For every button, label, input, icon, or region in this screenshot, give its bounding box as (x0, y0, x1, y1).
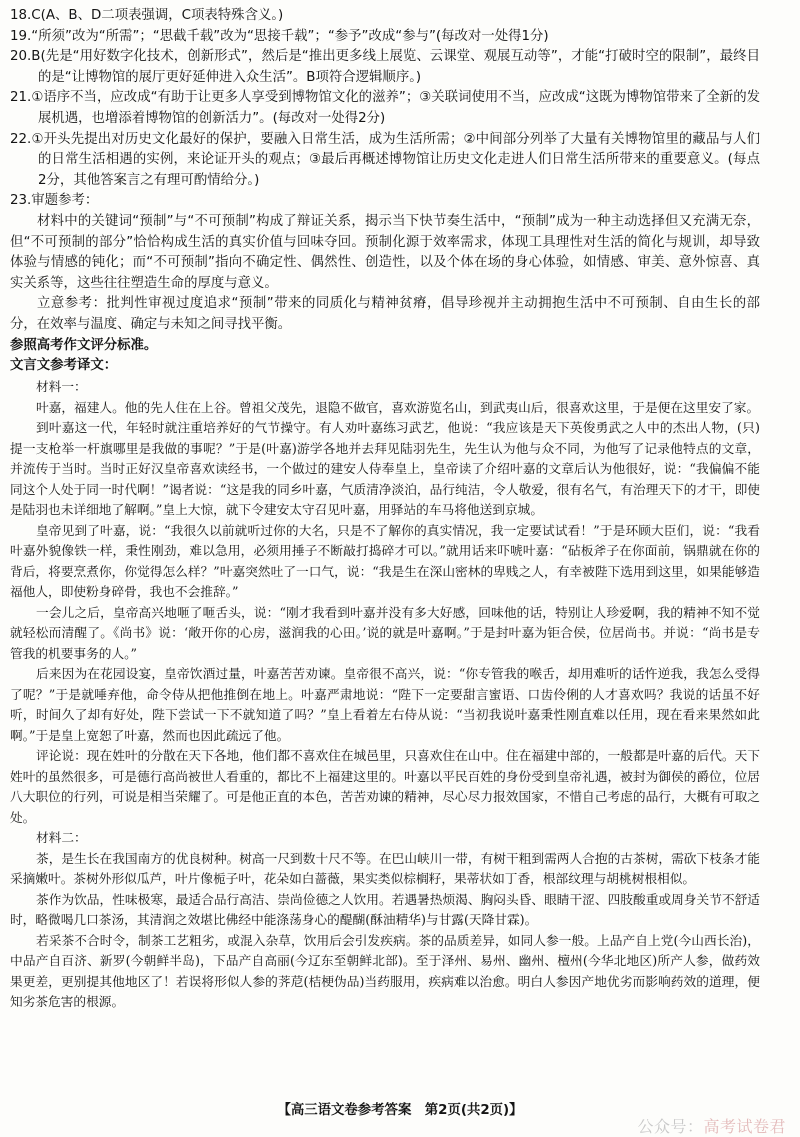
answer-20: 20.B(先是“用好数字化技术，创新形式”，然后是“推出更多线上展览、云课堂、观展互动等”，才能“打破时空的限制”，最终目的是“让博物馆的展厅更好延伸进入众生活”。B项符合逻辑顺序。) (10, 49, 760, 85)
answer-18: 18.C(A、B、D二项表强调，C项表特殊含义。) (10, 8, 284, 23)
answer-23-theme: 立意参考：批判性审视过度追求“预制”带来的同质化与精神贫瘠，倡导珍视并主动拥抱生活中不可预制、自由生长的部分，在效率与温度、确定与未知之间寻找平衡。 (10, 296, 760, 332)
material-one-paragraph: 皇帝见到了叶嘉，说：“我很久以前就听过你的大名，只是不了解你的真实情况，我一定要试试看！”于是环顾大臣们，说：“我看叶嘉外貌像铁一样，秉性刚劲，难以急用，必须用捶子不断敲打捣碎才可以。”就用话来吓唬叶嘉：“砧板斧子在你面前，锅鼎就在你的背后，将要烹煮你，你觉得怎么样？”叶嘉突然吐了一口气，说：“我是生在深山密林的卑贱之人，有幸被陛下选用到这里，如果能够造福他人，即使粉身碎骨，我也不会推辞。” (10, 522, 760, 600)
material-two-paragraph: 若采茶不合时令，制茶工艺粗劣，或混入杂草，饮用后会引发疾病。茶的品质差异，如同人参一般。上品产自上党(今山西长治)，中品产自百济、新罗(今朝鲜半岛)，下品产自高丽(今辽东至朝鲜北部)。至于泽州、易州、幽州、檀州(今华北地区)所产人参，做药效果更差，更别提其他地区了！若误将形似人参的荠苨(桔梗伪品)当药服用，疾病难以治愈。明白人参因产地优劣而影响药效的道理，便知劣茶危害的根源。 (10, 932, 760, 1010)
answer-23-title: 23.审题参考： (10, 193, 99, 209)
answer-21: 21.①语序不当，应改成“有助于让更多人享受到博物馆文化的滋养”；③关联词使用不当，应改成“这既为博物馆带来了全新的发展机遇，也增添着博物馆的创新活力”。(每改对一处得2分) (10, 90, 760, 126)
material-one-label: 材料一： (36, 379, 87, 395)
essay-standard-heading: 参照高考作文评分标准。 (10, 337, 158, 353)
material-two-paragraph: 茶，是生长在我国南方的优良树种。树高一尺到数十尺不等。在巴山峡川一带，有树干粗到需两人合抱的古茶树，需砍下枝条才能采摘嫩叶。茶树外形似瓜芦，叶片像栀子叶，花朵如白蔷薇，果实类似棕榈籽，果蒂状如丁香，根部纹理与胡桃树根相似。 (10, 850, 760, 887)
watermark-prefix: 公众号： (637, 1117, 704, 1136)
watermark-name: 高考试卷君 (703, 1117, 786, 1136)
answer-22: 22.①开头先提出对历史文化最好的保护，要融入日常生活，成为生活所需；②中间部分列举了大量有关博物馆里的藏品与人们的日常生活相遇的实例，来论证开头的观点；③最后再概述博物馆让历史文化走进人们日常生活所带来的重要意义。(每点2分，其他答案言之有理可酌情给分。) (10, 131, 760, 188)
answer-19: 19.“所须”改为“所需”；“思截千载”改为“思接千载”；“参予”改成“参与”(每改对一处得1分) (10, 28, 549, 44)
watermark (637, 1114, 786, 1137)
material-one-paragraph: 到叶嘉这一代，年轻时就注重培养好的气节操守。有人劝叶嘉练习武艺，他说：“我应该是天下英俊勇武之人中的杰出人物，(只)提一支枪举一杆旗哪里是我做的事呢？”于是(叶嘉)游学各地并去拜见陆羽先生，先生认为他与众不同，为他写了记录他特点的文章，并流传于当时。当时正好汉皇帝喜欢读经书，一个做过的建安人侍奉皇上，皇帝读了介绍叶嘉的文章后认为他很好，说：“我偏偏不能同这个人处于同一时代啊！”谒者说：“这是我的同乡叶嘉，气质清净淡泊，品行纯洁，令人敬爱，很有名气，有治理天下的才干，即使是陆羽也未详细地了解啊。”皇上大惊，就下令建安太守召见叶嘉，用驿站的车马将他送到京城。 (10, 420, 760, 518)
material-two-label: 材料二： (36, 830, 87, 846)
material-one-paragraph: 一会儿之后，皇帝高兴地咂了咂舌头，说：“刚才我看到叶嘉并没有多大好感，回味他的话，特别让人珍爱啊，我的精神不知不觉就轻松而清醒了。《尚书》说：‘敞开你的心房，滋润我的心田。’说的就是叶嘉啊。”于是封叶嘉为钜合侯，位居尚书。并说：“尚书是专管我的机要事务的人。” (10, 604, 760, 661)
material-two-paragraph: 茶作为饮品，性味极寒，最适合品行高洁、崇尚俭德之人饮用。若遇暑热烦渴、胸闷头昏、眼睛干涩、四肢酸重或周身关节不舒适时，略微喝几口茶汤，其清润之效堪比佛经中能涤荡身心的醍醐(酥油精华)与甘露(天降甘霖)。 (10, 891, 760, 928)
material-one-paragraph: 后来因为在花园设宴，皇帝饮酒过量，叶嘉苦苦劝谏。皇帝很不高兴，说：“你专管我的喉舌，却用难听的话忤逆我，我怎么受得了呢？”于是就唾弃他，命令侍从把他推倒在地上。叶嘉严肃地说：“陛下一定要甜言蜜语、口齿伶俐的人才喜欢吗？我说的话虽不好听，时间久了却有好处，陛下尝试一下不就知道了吗？”皇上看着左右侍从说：“当初我说叶嘉秉性刚直难以任用，现在看来果然如此啊。”于是皇上宽恕了叶嘉，然而也因此疏远了他。 (10, 666, 760, 743)
page-footer: 【高三语文卷参考答案 第2页(共2页)】 (277, 1103, 523, 1118)
material-one-paragraph: 评论说：现在姓叶的分散在天下各地，他们都不喜欢住在城邑里，只喜欢住在山中。住在福建中部的，一般都是叶嘉的后代。天下姓叶的虽然很多，可是德行高尚被世人看重的，都比不上福建这里的。叶嘉以平民百姓的身份受到皇帝礼遇，被封为御侯的爵位，位居八大职位的行列，可说是相当荣耀了。可是他正直的本色，苦苦劝谏的精神，尽心尽力报效国家，不惜自己考虑的品行，大概有可取之处。 (10, 748, 760, 825)
material-one-paragraph: 叶嘉，福建人。他的先人住在上谷。曾祖父茂先，退隐不做官，喜欢游览名山，到武夷山后，很喜欢这里，于是便在这里安了家。 (36, 399, 760, 415)
translation-heading: 文言文参考译文： (10, 358, 118, 374)
answer-23-analysis: 材料中的关键词“预制”与“不可预制”构成了辩证关系，揭示当下快节奏生活中，“预制”成为一种主动选择但又充满无奈，但“不可预制的部分”恰恰构成生活的真实价值与回味夺回。预制化源于效率需求，体现工具理性对生活的简化与规训，却导致体验与情感的钝化；而“不可预制”指向不确定性、偶然性、创造性，以及个体在场的身心体验，如情感、审美、意外惊喜、真实关系等，这些往往塑造生命的厚度与意义。 (10, 213, 760, 291)
